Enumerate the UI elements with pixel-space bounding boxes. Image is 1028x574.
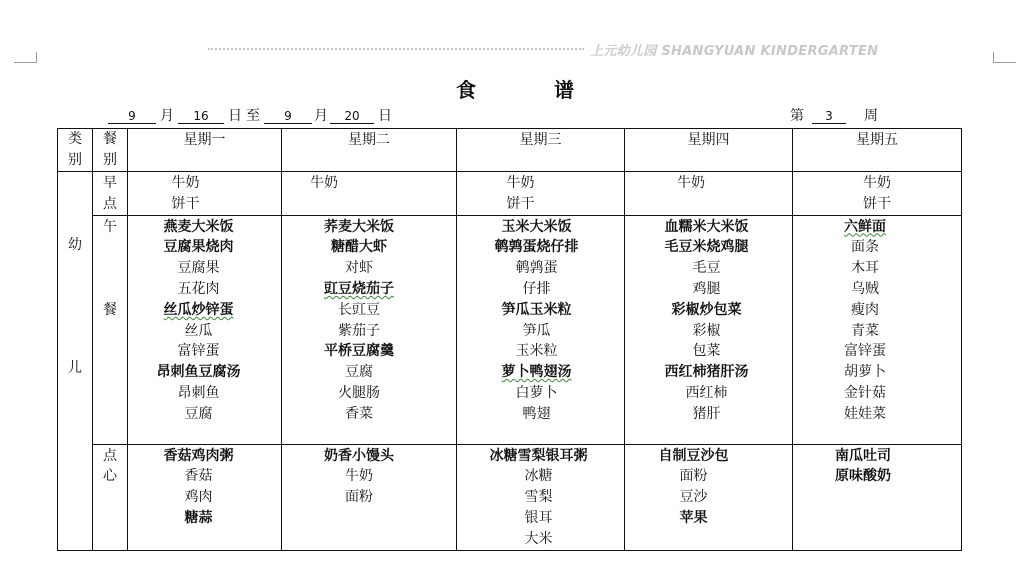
week-indicator xyxy=(790,108,882,124)
category-header-char: 别 xyxy=(68,152,82,168)
menu-item: 牛奶 xyxy=(345,468,373,485)
menu-item: 萝卜鸭翅汤 xyxy=(501,364,572,381)
header-brand: 上元幼儿园 SHANGYUAN KINDERGARTEN xyxy=(590,44,879,59)
menu-item: 玉米粒 xyxy=(515,343,558,360)
day-header-friday: 星期五 xyxy=(793,129,962,172)
menu-item: 金针菇 xyxy=(844,384,886,401)
menu-item: 豇豆烧茄子 xyxy=(324,280,394,297)
menu-cell xyxy=(457,215,625,444)
category-cell xyxy=(58,172,93,551)
menu-item: 西红柿猪肝汤 xyxy=(664,364,749,381)
day-header-tuesday: 星期二 xyxy=(282,129,457,172)
page-corner-mark-right xyxy=(993,52,1016,63)
menu-item: 仔排 xyxy=(522,280,551,297)
menu-item: 西红柿 xyxy=(685,384,728,401)
menu-item: 牛奶 xyxy=(506,175,535,191)
menu-cell xyxy=(128,215,282,444)
header-dotted-rule xyxy=(208,48,584,50)
meal-name-cell xyxy=(93,215,128,444)
meal-name-char: 早 xyxy=(103,175,117,191)
menu-item: 丝瓜炒锌蛋 xyxy=(163,301,234,318)
menu-cell xyxy=(793,172,962,216)
menu-item: 长豇豆 xyxy=(338,301,380,318)
menu-item: 鹌鹑蛋 xyxy=(515,260,558,277)
menu-item: 瘦肉 xyxy=(851,301,879,318)
end-month: 9 xyxy=(264,109,312,124)
menu-cell xyxy=(625,172,793,216)
meal-name-char: 点 xyxy=(103,195,117,212)
menu-cell xyxy=(282,215,457,444)
menu-item: 昂刺鱼 xyxy=(177,384,220,401)
week-number: 3 xyxy=(812,109,846,124)
menu-item: 血糯米大米饭 xyxy=(664,218,749,235)
menu-item: 胡萝卜 xyxy=(844,364,886,381)
meal-header-char: 餐 xyxy=(103,131,117,147)
menu-item: 白萝卜 xyxy=(515,384,558,401)
menu-item: 鸭翅 xyxy=(522,405,551,422)
day-header-monday: 星期一 xyxy=(128,129,282,172)
menu-item: 富锌蛋 xyxy=(177,343,220,360)
table-header-row xyxy=(58,129,962,172)
end-day: 20 xyxy=(330,109,374,124)
meal-header-cell xyxy=(93,129,128,172)
week-suffix: 周 xyxy=(864,108,878,124)
start-month: 9 xyxy=(108,109,156,124)
meal-name-char: 餐 xyxy=(103,301,117,318)
start-month-label: 月 xyxy=(160,108,174,124)
meal-name-char: 心 xyxy=(103,468,117,485)
meal-name-cell xyxy=(93,172,128,216)
menu-item: 原味酸奶 xyxy=(835,468,891,485)
menu-item: 牛奶 xyxy=(677,175,705,191)
menu-item: 包菜 xyxy=(692,343,721,360)
menu-item: 猪肝 xyxy=(692,405,721,422)
menu-item: 冰糖 xyxy=(524,468,553,485)
menu-item: 笋瓜 xyxy=(522,322,551,339)
table-row-lunch xyxy=(58,215,962,444)
menu-item: 香菇鸡肉粥 xyxy=(163,447,234,464)
menu-item: 冰糖雪梨银耳粥 xyxy=(489,447,588,464)
menu-cell xyxy=(282,444,457,550)
menu-cell xyxy=(128,172,282,216)
menu-table xyxy=(57,128,962,551)
menu-item: 富锌蛋 xyxy=(844,343,886,360)
meal-name-char: 午 xyxy=(103,218,117,235)
menu-item: 南瓜吐司 xyxy=(835,447,891,464)
category-char: 儿 xyxy=(68,360,82,376)
menu-item: 香菜 xyxy=(345,405,373,422)
page-corner-mark-left xyxy=(14,52,37,63)
page-title xyxy=(456,74,576,103)
menu-item: 糖蒜 xyxy=(184,509,213,526)
menu-item: 丝瓜 xyxy=(184,322,213,339)
menu-item: 昂刺鱼豆腐汤 xyxy=(156,364,241,381)
menu-item: 鹌鹑蛋烧仔排 xyxy=(494,239,579,256)
menu-item: 六鲜面 xyxy=(844,218,886,235)
category-header-cell xyxy=(58,129,93,172)
category-char: 幼 xyxy=(68,237,82,253)
menu-item: 银耳 xyxy=(524,509,553,526)
menu-cell xyxy=(793,215,962,444)
menu-item: 玉米大米饭 xyxy=(501,218,572,235)
meal-name-char xyxy=(93,258,127,279)
menu-item: 饼干 xyxy=(506,195,535,212)
menu-item: 豆腐果 xyxy=(177,260,220,277)
menu-item: 面粉 xyxy=(679,468,708,485)
menu-item: 豆沙 xyxy=(679,489,708,506)
category-header-char: 类 xyxy=(68,131,82,147)
day-header-thursday: 星期四 xyxy=(625,129,793,172)
menu-item: 牛奶 xyxy=(171,175,200,191)
date-range xyxy=(108,108,396,124)
menu-item: 面条 xyxy=(851,239,879,256)
menu-item: 牛奶 xyxy=(310,175,338,191)
menu-cell xyxy=(625,215,793,444)
menu-cell xyxy=(128,444,282,550)
menu-item: 雪梨 xyxy=(524,489,553,506)
menu-item: 荞麦大米饭 xyxy=(324,218,394,235)
meal-name-cell xyxy=(93,444,128,550)
menu-item: 面粉 xyxy=(345,489,373,506)
menu-item: 火腿肠 xyxy=(338,384,380,401)
week-prefix: 第 xyxy=(790,108,804,124)
menu-item: 鸡腿 xyxy=(692,280,721,297)
meal-name-char xyxy=(93,279,127,300)
menu-item: 牛奶 xyxy=(863,175,891,191)
menu-item: 鸡肉 xyxy=(184,489,213,506)
meal-name-char: 点 xyxy=(103,447,117,464)
menu-item: 毛豆米烧鸡腿 xyxy=(664,239,749,256)
category-label xyxy=(58,172,92,377)
menu-item: 彩椒炒包菜 xyxy=(671,301,742,318)
menu-cell xyxy=(457,444,625,550)
menu-item: 糖醋大虾 xyxy=(331,239,387,256)
menu-cell xyxy=(282,172,457,216)
table-row-breakfast xyxy=(58,172,962,216)
menu-cell xyxy=(625,444,793,550)
start-day: 16 xyxy=(178,109,224,124)
menu-item: 饼干 xyxy=(863,195,891,212)
menu-cell xyxy=(457,172,625,216)
menu-item: 香菇 xyxy=(184,468,213,485)
end-month-label: 月 xyxy=(314,108,328,124)
menu-item: 青菜 xyxy=(851,322,879,339)
title-char-1: 食 xyxy=(456,78,478,102)
meal-header-char: 别 xyxy=(103,152,117,168)
menu-item: 娃娃菜 xyxy=(844,405,886,422)
menu-item: 笋瓜玉米粒 xyxy=(501,301,572,318)
menu-item: 苹果 xyxy=(679,509,708,526)
menu-item: 豆腐果烧肉 xyxy=(163,239,234,256)
menu-item: 燕麦大米饭 xyxy=(163,218,234,235)
meal-name-char xyxy=(93,237,127,258)
start-day-label: 日 xyxy=(228,108,242,124)
menu-item: 饼干 xyxy=(171,195,200,212)
menu-item: 奶香小馒头 xyxy=(324,447,394,464)
menu-item: 豆腐 xyxy=(345,364,373,381)
menu-cell xyxy=(793,444,962,550)
day-header-wednesday: 星期三 xyxy=(457,129,625,172)
menu-item: 木耳 xyxy=(851,260,879,277)
menu-item: 紫茄子 xyxy=(338,322,380,339)
menu-item: 豆腐 xyxy=(184,405,213,422)
title-char-2: 谱 xyxy=(554,78,576,102)
menu-item: 彩椒 xyxy=(692,322,721,339)
menu-item: 自制豆沙包 xyxy=(658,447,729,464)
end-day-label: 日 xyxy=(378,108,392,124)
menu-item: 乌贼 xyxy=(851,280,879,297)
menu-item: 五花肉 xyxy=(177,280,220,297)
menu-item: 平桥豆腐羹 xyxy=(324,343,394,360)
menu-item: 毛豆 xyxy=(692,260,721,277)
menu-item: 对虾 xyxy=(345,260,373,277)
menu-item: 大米 xyxy=(524,530,553,547)
table-row-snack xyxy=(58,444,962,550)
to-label: 至 xyxy=(246,108,260,124)
